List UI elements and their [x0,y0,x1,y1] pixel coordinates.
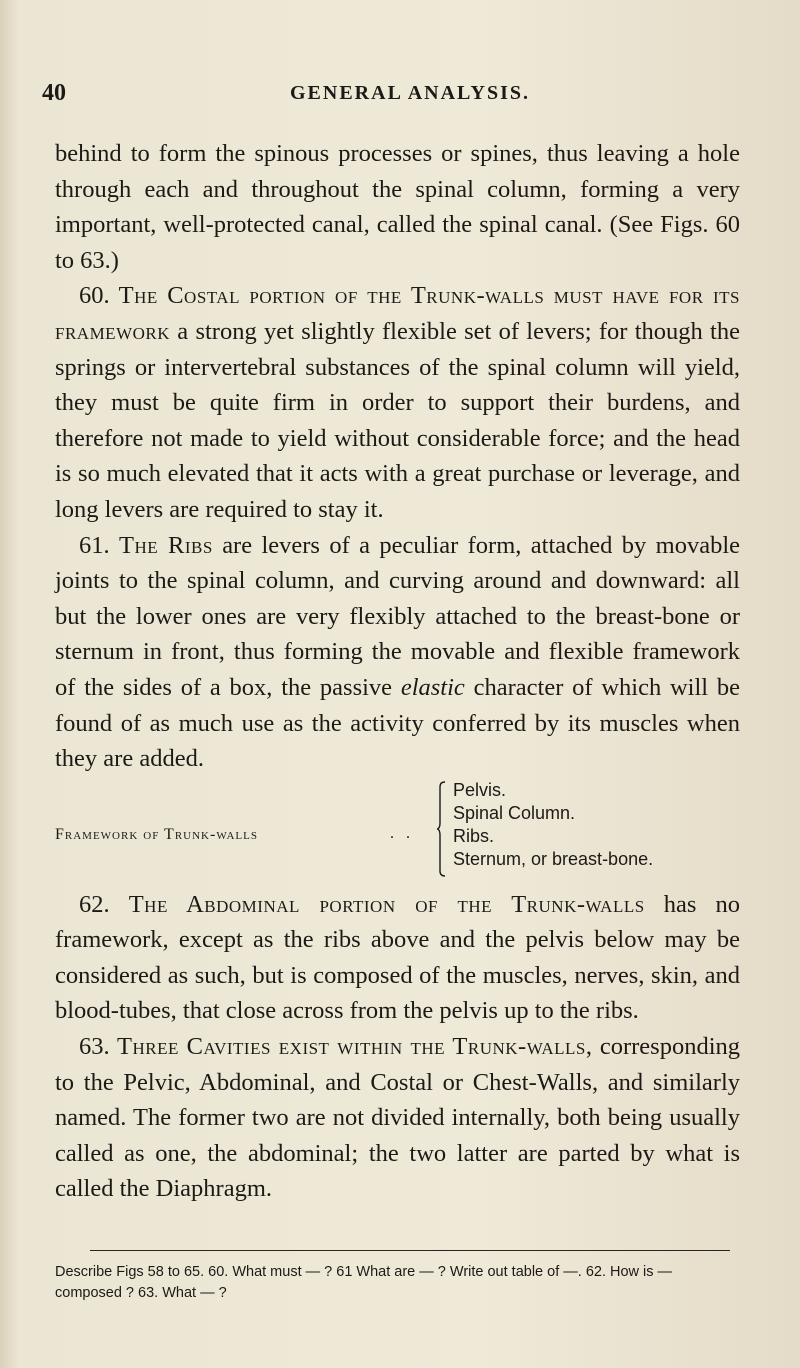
paragraph-intro: behind to form the spinous processes or spines, thus leaving a hole through each and throughout the spinal column, forming a very important, well-protected canal, called the spinal canal. (See Figs. 60 to 63.) [55,140,740,274]
paragraph-63-text: corresponding to the Pelvic, Abdominal, and Costal or Chest-Walls, and similarly named. The former two are not divided internally, both being usually called as one, the abdominal; the two latter are parted by what is called the Diaphragm. [55,1033,741,1203]
paragraph-60-number: 60. [79,282,110,310]
paragraph-60-text: a strong yet slightly flexible set of levers; for though the springs or intervertebral substances of the spinal column will yield, they must be quite firm in order to support their burdens, and therefore not made to yield without considerable force; and the head is so much elevated that it acts with a great purchase or leverage, and long levers are required to stay it. [55,317,740,523]
paragraph-61-text-after: character of which will be found of as much use as the activity conferred by its muscles when they are added. [55,673,741,773]
framework-table [55,779,740,883]
paragraph-61-number: 61. [79,531,110,559]
framework-table-leader-dots: . . [390,824,414,842]
paragraph-61-text-before: are levers of a peculiar form, attached by movable joints to the spinal column, and curving around and downward: all but the lower ones are very flexibly attached to the breast-bone or sternum in front, thus forming the movable and flexible framework of the sides of a box, the passive [55,531,740,701]
running-title: GENERAL ANALYSIS. [290,82,531,104]
framework-item: Ribs. [453,825,495,846]
paragraph-62 [55,887,740,1029]
framework-table-items [453,779,653,871]
footnote-questions: Describe Figs 58 to 65. 60. What must — ? 61 What are — ? Write out table of —. 62. How is — composed ? 63. What — ? [55,1264,673,1301]
paragraph-62-number: 62. [79,890,110,918]
paragraph-62-text: has no framework, except as the ribs above and the pelvis below may be considered as such, but is composed of the muscles, nerves, skin, and blood-tubes, that close across from the pelvis up to the ribs. [55,890,741,1025]
paragraph-61 [55,528,740,777]
paragraph-61-emphasis: elastic [400,673,465,701]
curly-brace-icon [437,781,446,877]
paragraph-62-heading: The Abdominal portion of the Trunk-walls [128,890,645,918]
paragraph-60 [55,278,740,527]
paragraph-61-heading: The Ribs [119,531,213,559]
body-text [55,136,740,1207]
page-header [0,80,800,110]
paragraph-63-heading: Three Cavities exist within the Trunk-walls, [116,1033,593,1061]
paragraph-63 [55,1029,740,1207]
footnote-divider [90,1250,730,1251]
framework-item: Sternum, or breast-bone. [453,848,654,869]
page-number: 40 [42,80,66,106]
framework-table-label: Framework of Trunk-walls [55,825,258,843]
framework-item: Pelvis. [453,779,507,800]
framework-item: Spinal Column. [453,802,576,823]
paragraph-63-number: 63. [79,1033,110,1061]
paragraph-60-heading: The Costal portion of the Trunk-walls must have for its framework [55,282,741,345]
